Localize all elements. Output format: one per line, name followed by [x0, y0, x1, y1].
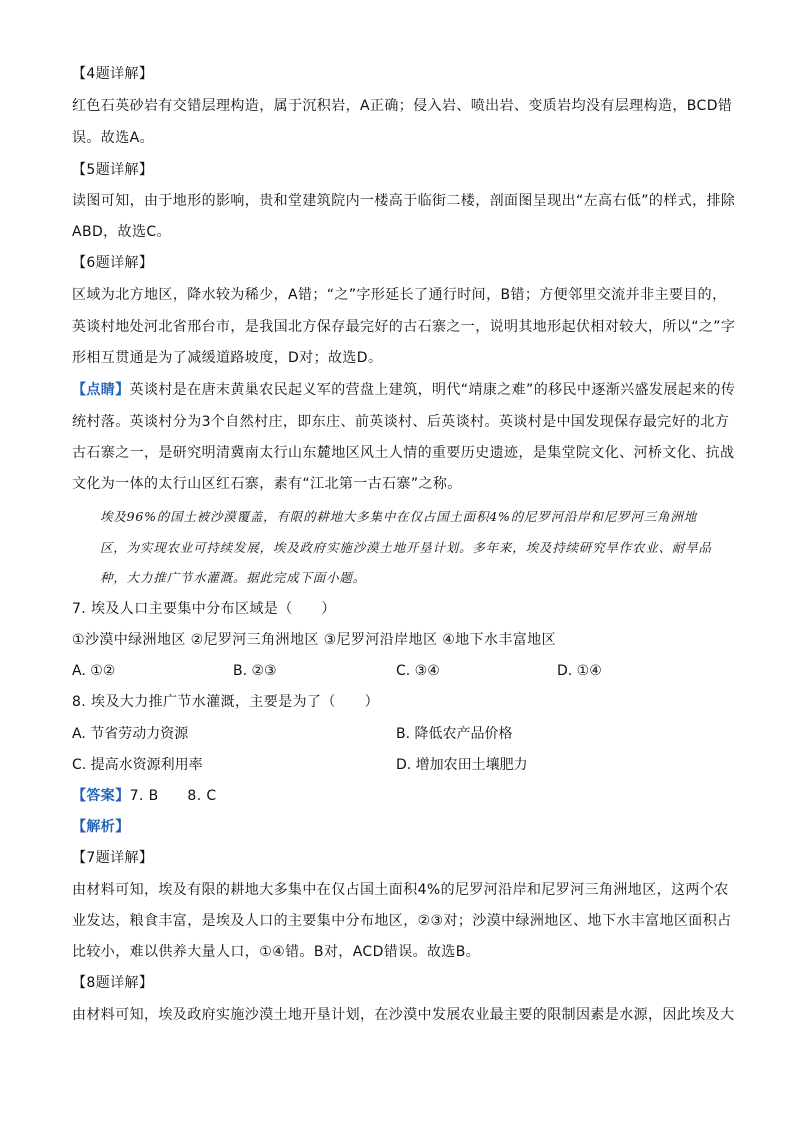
analysis-tag: 【解析】 — [72, 819, 130, 835]
q6-heading: 【6题详解】 — [72, 255, 154, 271]
q8-option-c: C. 提高水资源利用率 — [72, 757, 203, 773]
q7-stem: 7. 埃及人口主要集中分布区域是（ ） — [72, 601, 336, 617]
q7-option-d: D. ①④ — [557, 663, 602, 679]
point-line-4: 文化为一体的太行山区红石寨，素有“江北第一古石寨”之称。 — [72, 476, 462, 492]
q7-option-b: B. ②③ — [233, 663, 277, 679]
answer-line — [72, 786, 722, 806]
q5-line-2: ABD，故选C。 — [72, 224, 171, 240]
q7-option-a: A. ①② — [72, 663, 116, 679]
q5-heading: 【5题详解】 — [72, 162, 154, 178]
q8-option-d: D. 增加农田土壤肥力 — [396, 757, 528, 773]
q4-line-1: 红色石英砂岩有交错层理构造，属于沉积岩，A正确；侵入岩、喷出岩、变质岩均没有层理构造，BCD错 — [72, 98, 733, 114]
point-tag: 【点睛】 — [72, 382, 130, 398]
q7-option-c: C. ③④ — [396, 663, 440, 679]
q8-option-a: A. 节省劳动力资源 — [72, 726, 189, 742]
answer-text: 7. B 8. C — [129, 788, 217, 804]
q7-items: ①沙漠中绿洲地区 ②尼罗河三角洲地区 ③尼罗河沿岸地区 ④地下水丰富地区 — [72, 632, 556, 648]
material-line-1: 埃及96%的国土被沙漠覆盖，有限的耕地大多集中在仅占国土面积4%的尼罗河沿岸和尼罗河三角洲地 — [100, 509, 697, 524]
q8-detail-heading: 【8题详解】 — [72, 975, 154, 991]
q8-stem: 8. 埃及大力推广节水灌溉，主要是为了（ ） — [72, 694, 380, 710]
q6-line-3: 形相互贯通是为了减缓道路坡度，D对；故选D。 — [72, 350, 383, 366]
analysis-line — [72, 817, 722, 837]
q6-line-1: 区域为北方地区，降水较为稀少，A错；“之”字形延长了通行时间，B错；方便邻里交流并非主要目的， — [72, 287, 727, 303]
q7-detail-line-2: 业发达，粮食丰富，是埃及人口的主要集中分布地区，②③对；沙漠中绿洲地区、地下水丰富地区面积占 — [72, 913, 732, 929]
answer-tag: 【答案】 — [72, 788, 130, 804]
q7-detail-heading: 【7题详解】 — [72, 850, 154, 866]
q8-detail-line-1: 由材料可知，埃及政府实施沙漠土地开垦计划，在沙漠中发展农业最主要的限制因素是水源，因此埃及大 — [72, 1007, 735, 1023]
material-line-2: 区，为实现农业可持续发展，埃及政府实施沙漠土地开垦计划。多年来，埃及持续研究旱作农业、耐旱品 — [100, 540, 712, 555]
q4-heading: 【4题详解】 — [72, 66, 154, 82]
point-line-1: 【点睛】英谈村是在唐末黄巢农民起义军的营盘上建筑，明代“靖康之难”的移民中逐渐兴盛发展起来的传 — [72, 382, 736, 398]
point-line-3: 古石寨之一，是研究明清冀南太行山东麓地区风土人情的重要历史遗迹，是集堂院文化、河桥文化、抗战 — [72, 445, 735, 461]
q5-line-1: 读图可知，由于地形的影响，贵和堂建筑院内一楼高于临街二楼，剖面图呈现出“左高右低”的样式，排除 — [72, 193, 736, 209]
q7-detail-line-1: 由材料可知，埃及有限的耕地大多集中在仅占国土面积4%的尼罗河沿岸和尼罗河三角洲地区，这两个农 — [72, 882, 729, 898]
material-line-3: 种，大力推广节水灌溉。据此完成下面小题。 — [100, 570, 367, 585]
q8-option-b: B. 降低农产品价格 — [396, 726, 513, 742]
point-line-2: 统村落。英谈村分为3个自然村庄，即东庄、前英谈村、后英谈村。英谈村是中国发现保存最完好的北方 — [72, 414, 730, 430]
q6-line-2: 英谈村地处河北省邢台市，是我国北方保存最完好的古石寨之一，说明其地形起伏相对较大，所以“之”字 — [72, 319, 736, 335]
q7-detail-line-3: 比较小，难以供养大量人口，①④错。B对，ACD错误。故选B。 — [72, 944, 481, 960]
q4-line-2: 误。故选A。 — [72, 130, 154, 146]
